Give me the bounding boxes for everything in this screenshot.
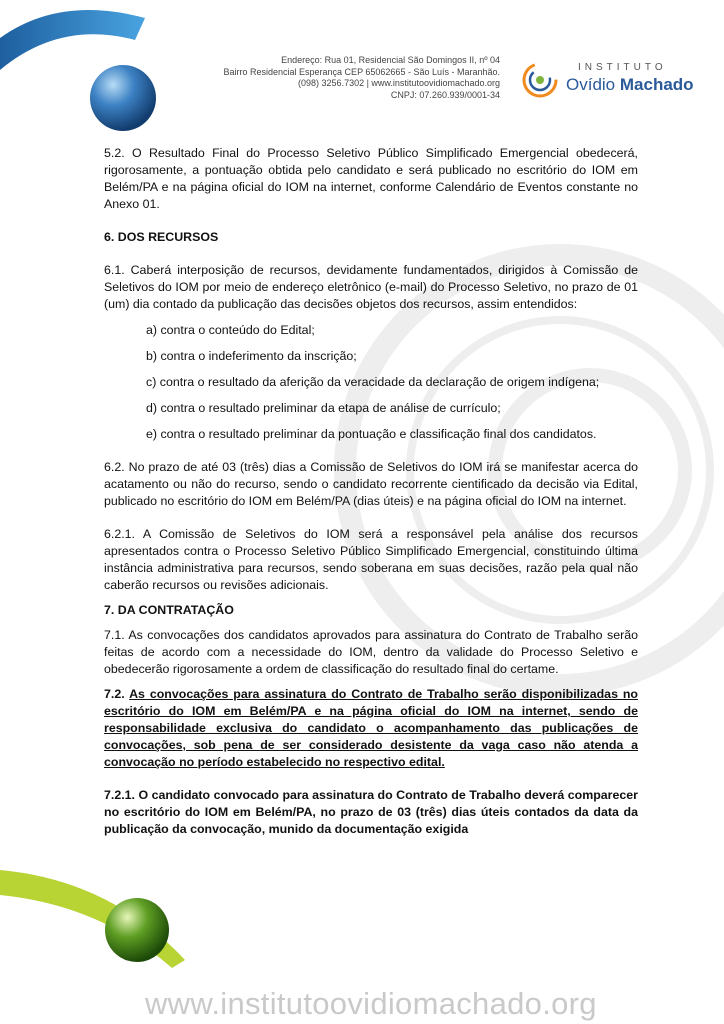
header-sphere [90,65,156,131]
paragraph-6-2: 6.2. No prazo de até 03 (três) dias a Comissão de Seletivos do IOM irá se manifestar acerca do acatamento ou não do recurso, sendo o candidato recorrente cientificado da decisão via Edital, publicado no escritório do IOM em Belém/PA (dias úteis) e na página oficial do IOM na internet. [104,460,638,508]
paragraph-7-2-text: As convocações para assinatura do Contrato de Trabalho serão disponibilizadas no escritório do IOM em Belém/PA e na página oficial do IOM na internet, sendo de responsabilidade exclusiva do candidato o acompanhamento das publicações de convocações, sob pena de ser considerado desistente da vaga caso não atenda a convocação no período estabelecido no respectivo edital. [104,687,638,769]
logo-name-bold: Machado [619,75,694,94]
section-heading-6: 6. DOS RECURSOS [104,230,219,244]
paragraph-7-1: 7.1. As convocações dos candidatos aprovados para assinatura do Contrato de Trabalho serão feitas de acordo com a necessidade do IOM, dentro da validade do Processo Seletivo e obedecerão rigorosamente a ordem de classificação do resultado final do certame. [104,628,638,676]
paragraph-7-2-number: 7.2. [104,687,125,701]
list-item: b) contra o indeferimento da inscrição; [146,349,357,363]
paragraph-7-2-1: 7.2.1. O candidato convocado para assinatura do Contrato de Trabalho deverá comparecer no escritório do IOM em Belém/PA, no prazo de 03 (três) dias úteis contados da data da publicação da convocação, munido da documentação exigida [104,788,638,836]
logo-name-regular: Ovídio [566,75,616,94]
section-heading-7: 7. DA CONTRATAÇÃO [104,603,234,617]
header-address [190,55,500,101]
logo-name [566,75,694,95]
paragraph-7-2 [104,686,638,771]
address-line: Endereço: Rua 01, Residencial São Domingos II, nº 04 [281,55,500,65]
list-item: e) contra o resultado preliminar da pontuação e classificação final dos candidatos. [146,427,597,441]
list-item: a) contra o conteúdo do Edital; [146,323,315,337]
footer-url: www.institutoovidiomachado.org [145,986,597,1021]
list-item: d) contra o resultado preliminar da etapa de análise de currículo; [146,401,501,415]
footer-arc [0,870,185,968]
logo-top-text: INSTITUTO [578,62,667,73]
paragraph-6-2-1: 6.2.1. A Comissão de Seletivos do IOM será a responsável pela análise dos recursos apresentados contra o Processo Seletivo Público Simplificado Emergencial, constituindo última instância administrativa para recursos, sendo soberana em suas decisões, razão pela qual não caberão recursos ou revisões adicionais. [104,527,638,592]
address-line: (098) 3256.7302 | www.institutoovidiomachado.org [298,78,500,88]
address-line: CNPJ: 07.260.939/0001-34 [390,89,500,100]
address-line: Bairro Residencial Esperança CEP 65062665 - São Luís - Maranhão. [223,66,500,77]
paragraph-5-2: 5.2. O Resultado Final do Processo Seletivo Público Simplificado Emergencial obedecerá, rigorosamente, a pontuação obtida pelo candidato e será publicado no escritório do IOM em Belém/PA e na página oficial do IOM na internet, conforme Calendário de Eventos constante no Anexo 01. [104,146,638,211]
institute-logo [518,58,698,102]
footer-sphere [105,898,169,962]
paragraph-6-1: 6.1. Caberá interposição de recursos, devidamente fundamentados, dirigidos à Comissão de Seletivos do IOM por meio de endereço eletrônico (e-mail) do Processo Seletivo, no prazo de 01 (um) dia contado da publicação das decisões objetos dos recursos, assim entendidos: [104,263,638,311]
list-item: c) contra o resultado da aferição da veracidade da declaração de origem indígena; [146,375,600,389]
header-arc [0,10,145,70]
logo-mark-icon [518,58,562,102]
document-body [104,145,638,838]
